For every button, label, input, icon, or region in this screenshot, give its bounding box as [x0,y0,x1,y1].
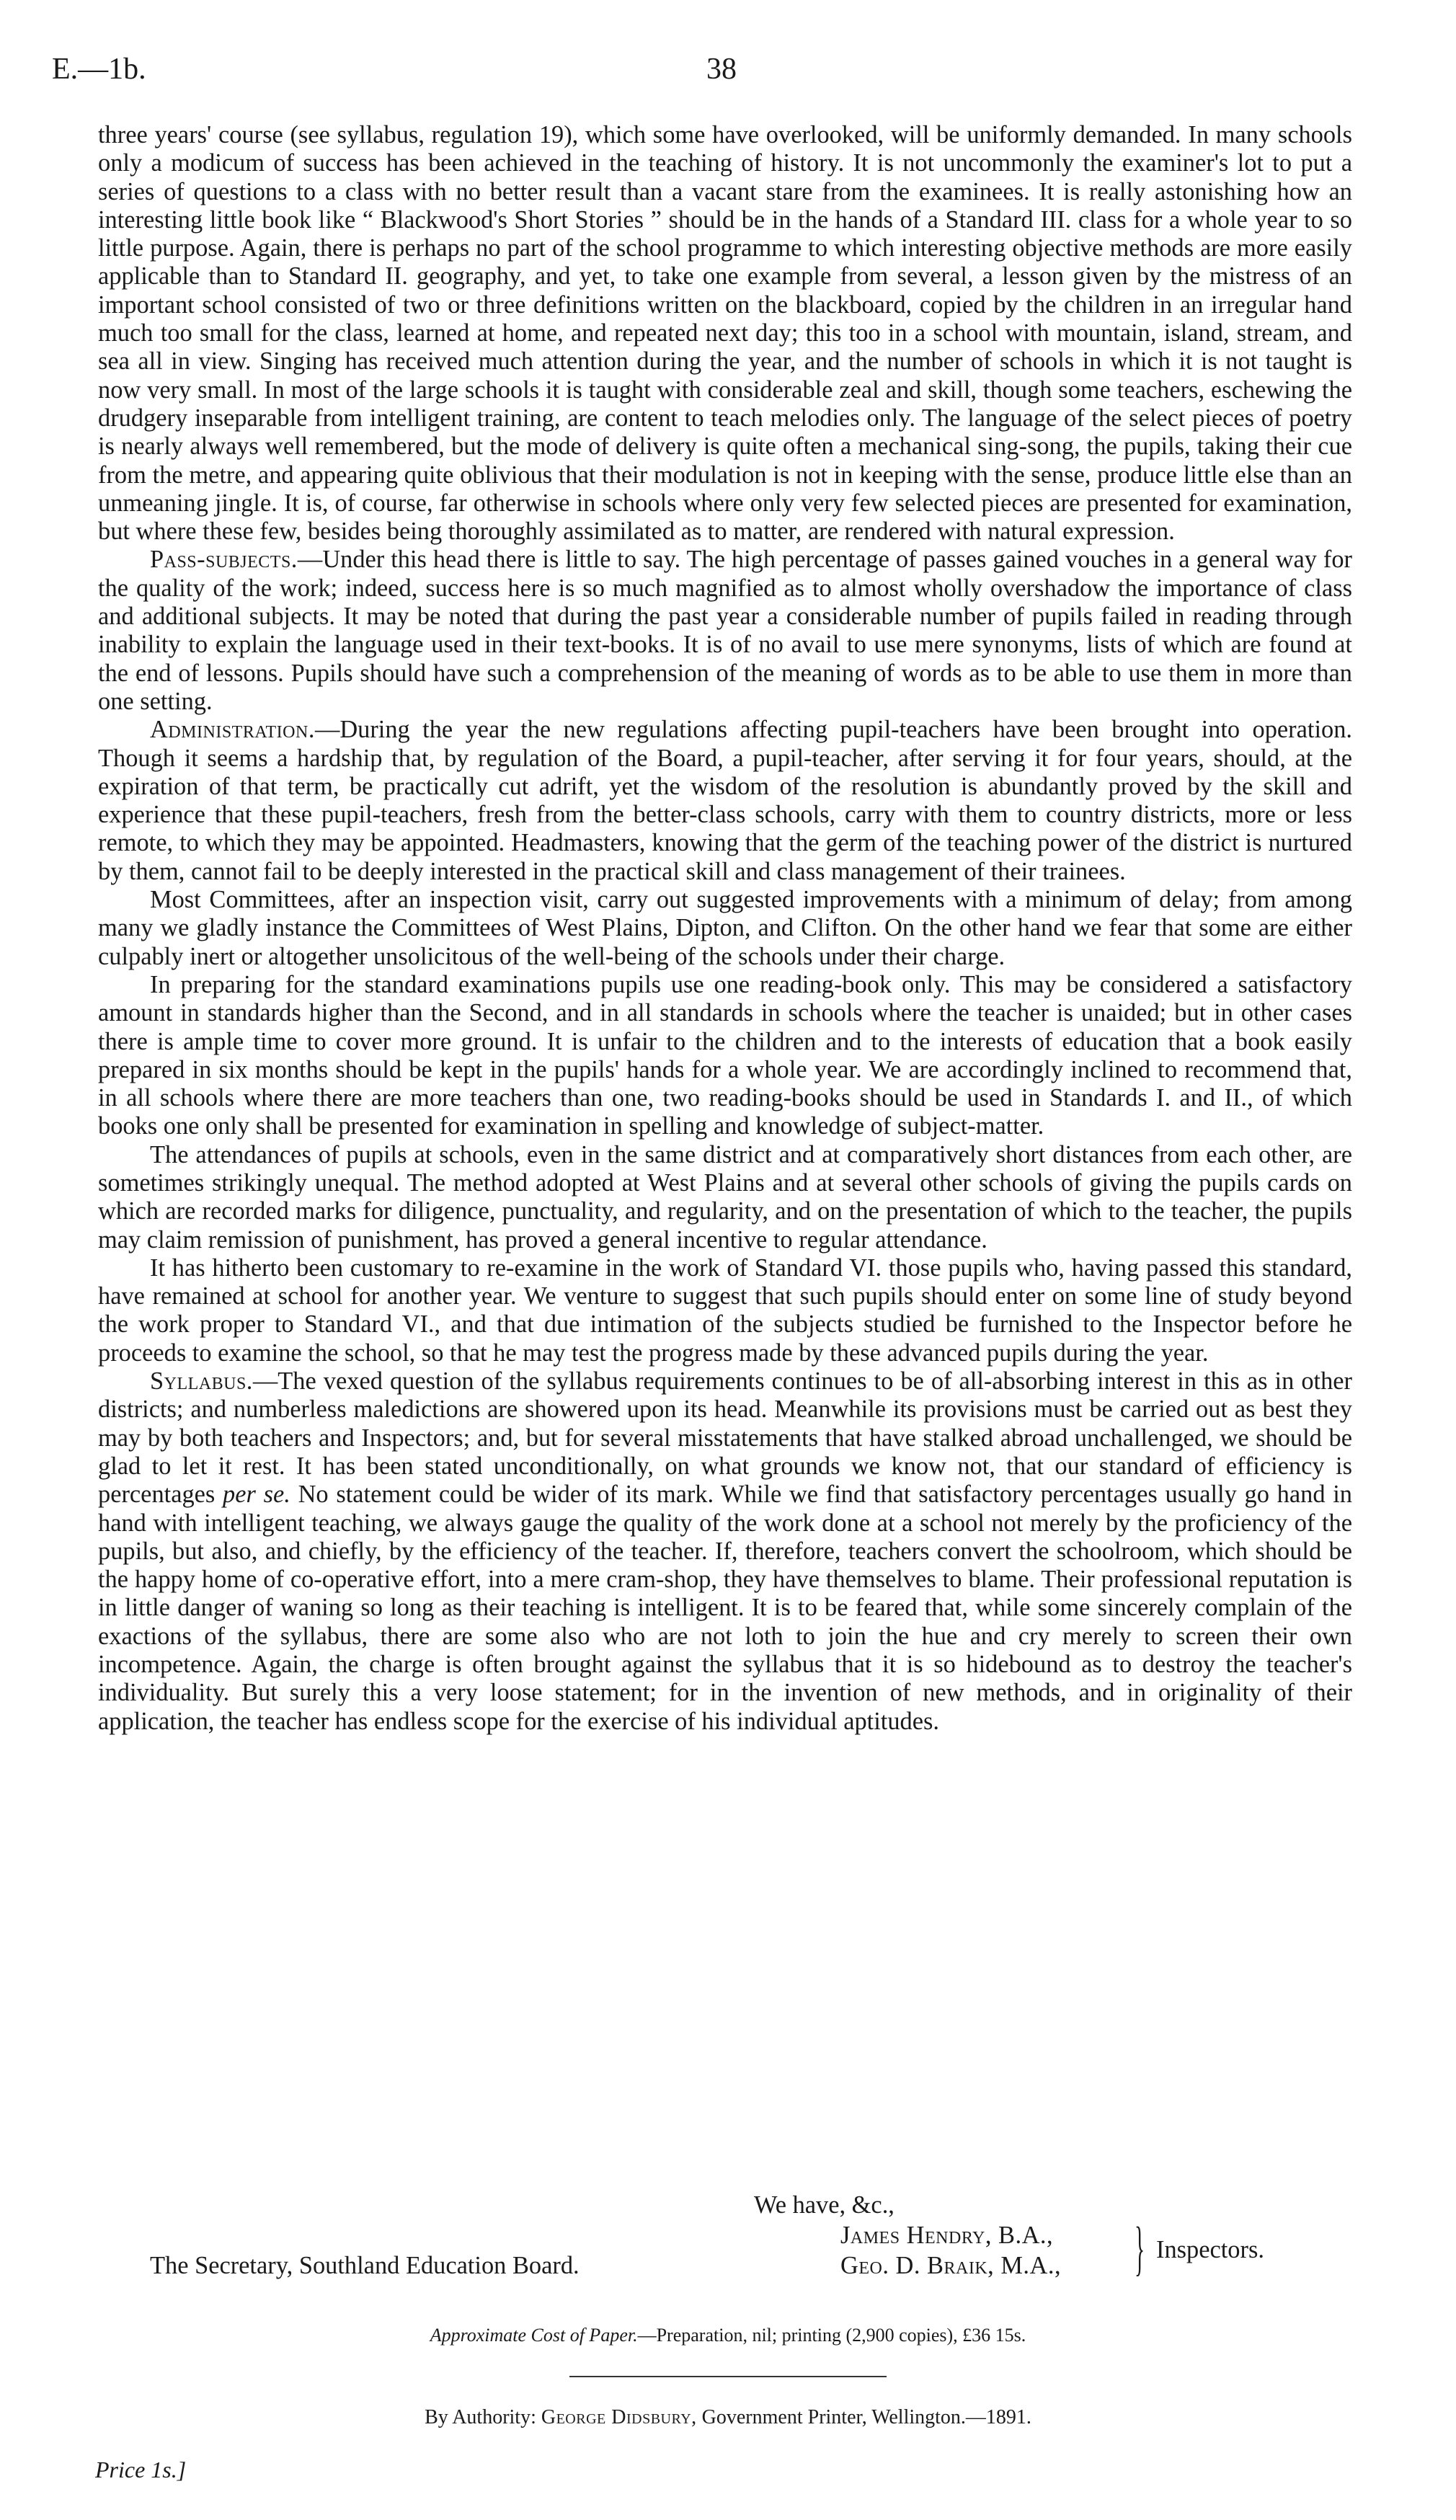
paragraph-attendance: The attendances of pupils at schools, even in the same district and at comparatively short distances from each other, are sometimes strikingly unequal. The method adopted at West Plains and at several other schools of giving the pupils cards on which are recorded marks for diligence, punctuality, and regularity, and on the presentation of which to the teacher, the pupils may claim remission of punishment, has proved a general incentive to regular attendance. [98,1140,1352,1254]
brace-symbol: } [1135,2215,1145,2282]
page-number: 38 [706,53,737,86]
section-heading-pass-subjects: Pass-subjects. [150,546,298,574]
addressee: The Secretary, Southland Education Board. [150,2252,580,2279]
cost-text: —Preparation, nil; printing (2,900 copies), £36 15s. [637,2325,1026,2346]
paragraph-text: —The vexed question of the syllabus requirements continues to be of all-absorbing interest in this as in other districts; and numberless maledictions are showered upon its head. Meanwhile its provisions must be carried out as best they may by both teachers and Inspectors; and, but for several misstatements that have stalked abroad unchallenged, we should be glad to let it rest. It has been stated unconditionally, on what grounds we know not, that our standard of efficiency is percentages [98,1367,1352,1509]
emphasis-per-se: per se. [223,1481,290,1509]
paragraph-text: —Under this head there is little to say. The high percentage of passes gained vouches in a general way for the quality of the work; indeed, success here is so much magnified as to almost wholly overshadow the importance of class and additional subjects. It may be noted that during the past year a considerable number of pupils failed in reading through inability to explain the language used in their text-books. It is of no avail to use mere synonyms, lists of which are found at the end of lessons. Pupils should have such a comprehension of the meaning of words as to be able to use them in more than one setting. [98,546,1352,715]
paragraph-syllabus [98,1367,1352,1736]
document-code: E.—1b. [52,53,146,86]
authority-suffix: Government Printer, Wellington.—1891. [701,2406,1031,2428]
page-header [0,52,1456,95]
report-body [98,121,1352,1736]
paragraph-standard-vi: It has hitherto been customary to re-examine in the work of Standard VI. those pupils who, having passed this standard, have remained at school for another year. We venture to suggest that such pupils should enter on some line of study beyond the work proper to Standard VI., and that due intimation of the subjects studied be furnished to the Inspector before he proceeds to examine the school, so that he may test the progress made by these advanced pupils during the year. [98,1254,1352,1367]
paragraph-committees: Most Committees, after an inspection visit, carry out suggested improvements with a minimum of delay; from among many we gladly instance the Committees of West Plains, Dipton, and Clifton. On the other hand we fear that some are either culpably inert or altogether unsolicitous of the well-being of the schools under their charge. [98,886,1352,970]
salutation: We have, &c., [754,2191,895,2219]
paragraph-reading-books: In preparing for the standard examinations pupils use one reading-book only. This may be considered a satisfactory amount in standards higher than the Second, and in all standards in schools where the teacher is unaided; but in other cases there is ample time to cover more ground. It is unfair to the children and to the interests of education that a book easily prepared in six months should be kept in the pupils' hands for a whole year. We are accordingly inclined to recommend that, in all schools where there are more teachers than one, two reading-books should be used in Standards I. and II., of which books one only shall be presented for examination in spelling and knowledge of subject-matter. [98,970,1352,1140]
section-heading-administration: Administration. [150,716,315,744]
paragraph-administration [98,716,1352,886]
printer-imprint [0,2406,1456,2429]
cost-note [0,2325,1456,2346]
inspector-name-2: Geo. D. Braik, M.A., [840,2252,1062,2279]
paragraph-pass-subjects [98,546,1352,716]
section-heading-syllabus: Syllabus. [150,1367,253,1396]
inspector-name-1: James Hendry, B.A., [840,2222,1054,2249]
paragraph-text: No statement could be wider of its mark. While we find that satisfactory percentages usually go hand in hand with intelligent teaching, we always gauge the quality of the work done at a school not merely by the proficiency of the pupils, but also, and chiefly, by the efficiency of the teacher. If, therefore, teachers convert the schoolroom, which should be the happy home of co-operative effort, into a mere cram-shop, they have themselves to blame. Their professional reputation is in little danger of waning so long as their teaching is intelligent. It is to be feared that, while some sincerely complain of the exactions of the syllabus, there are some also who are not loth to join the hue and cry merely to screen their own incompetence. Again, the charge is often brought against the syllabus that it is so hidebound as to destroy the teacher's individuality. But surely this a very loose statement; for in the invention of new methods, and in originality of their application, the teacher has endless scope for the exercise of his individual aptitudes. [98,1481,1352,1735]
authority-prefix: By Authority: [425,2406,536,2428]
printer-name: George Didsbury, [541,2406,697,2428]
closing-block [0,2191,1456,2299]
price-label: Price 1s.] [95,2457,187,2483]
paragraph-text: —During the year the new regulations affecting pupil-teachers have been brought into operation. Though it seems a hardship that, by regulation of the Board, a pupil-teacher, after serving it for four years, should, at the expiration of that term, be practically cut adrift, yet the wisdom of the resolution is abundantly proved by the skill and experience that these pupil-teachers, fresh from the better-class schools, carry with them to country districts, more or less remote, to which they may be appointed. Headmasters, knowing that the germ of the teaching power of the district is nurtured by them, cannot fail to be deeply interested in the practical skill and class management of their trainees. [98,716,1352,885]
cost-label: Approximate Cost of Paper. [430,2325,638,2346]
inspectors-role: Inspectors. [1156,2236,1264,2263]
divider-rule [569,2376,887,2377]
paragraph-history-singing: three years' course (see syllabus, regulation 19), which some have overlooked, will be uniformly demanded. In many schools only a modicum of success has been achieved in the teaching of history. It is not uncommonly the examiner's lot to put a series of questions to a class with no better result than a vacant stare from the examinees. It is really astonishing how an interesting little book like “ Blackwood's Short Stories ” should be in the hands of a Standard III. class for a whole year to so little purpose. Again, there is perhaps no part of the school programme to which interesting objective methods are more easily applicable than to Standard II. geography, and yet, to take one example from several, a lesson given by the mistress of an important school consisted of two or three definitions written on the blackboard, copied by the children in an irregular hand much too small for the class, learned at home, and repeated next day; this too in a school with mountain, island, stream, and sea all in view. Singing has received much attention during the year, and the number of schools in which it is not taught is now very small. In most of the large schools it is taught with considerable zeal and skill, though some teachers, eschewing the drudgery inseparable from intelligent training, are content to teach melodies only. The language of the select pieces of poetry is nearly always well remembered, but the mode of delivery is quite often a mechanical sing-song, the pupils, taking their cue from the metre, and appearing quite oblivious that their modulation is not in keeping with the sense, produce little else than an unmeaning jingle. It is, of course, far otherwise in schools where only very few selected pieces are presented for examination, but where these few, besides being thoroughly assimilated as to matter, are rendered with natural expression. [98,121,1352,546]
